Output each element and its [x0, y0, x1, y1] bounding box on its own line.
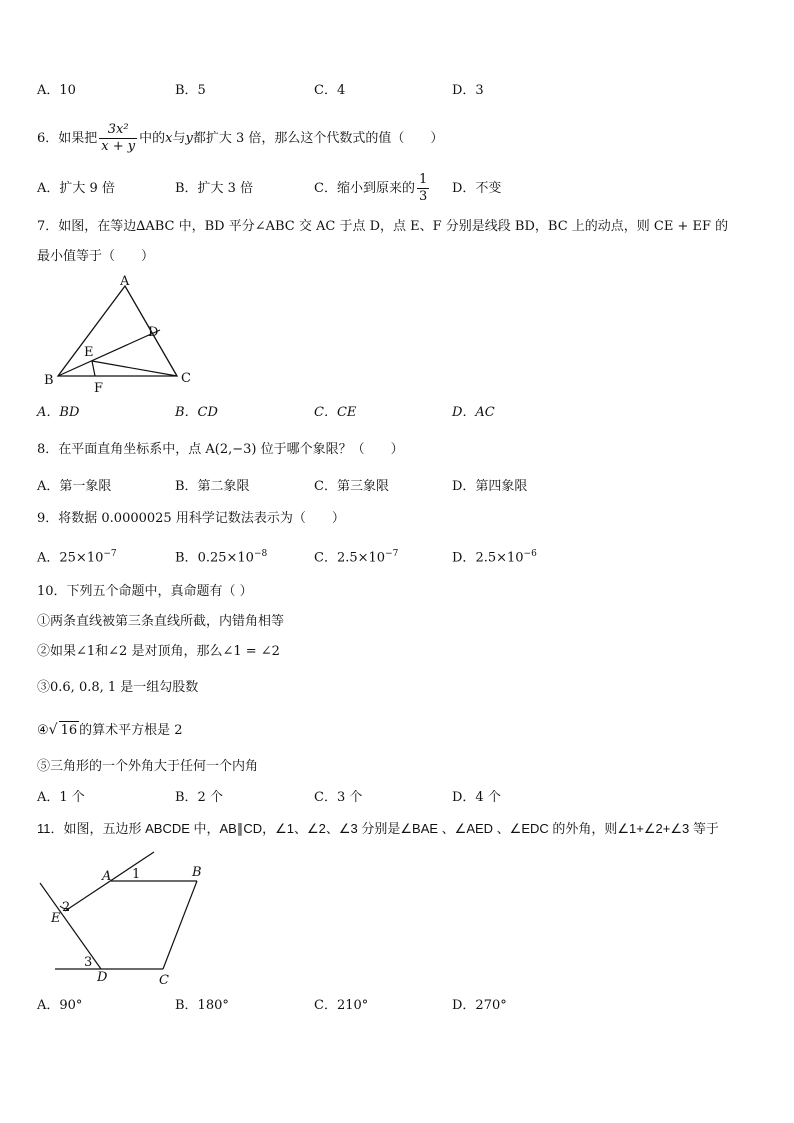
- q11-options: [37, 997, 637, 1015]
- q7-label-c: C: [181, 371, 191, 386]
- q9-stem: 9．将数据 0.0000025 用科学记数法表示为（ ）: [37, 511, 345, 526]
- q7-label-e: E: [84, 345, 94, 360]
- q8-options: [37, 478, 637, 496]
- q7-stem-line1: 7．如图，在等边∆ABC 中，BD 平分∠ABC 交 AC 于点 D，点 E、F 分别是线段 BD，BC 上的动点，则 CE + EF 的: [37, 219, 729, 234]
- q6-option-c-fraction: [417, 172, 429, 205]
- q11-stem: 11．如图，五边形 ABCDE 中，AB∥CD，∠1、∠2、∠3 分别是∠BAE 、∠AED 、∠EDC 的外角，则∠1+∠2+∠3 等于: [37, 821, 719, 836]
- q6-frac-num: 3x²: [99, 122, 137, 139]
- q6-option-b[interactable]: B．扩大 3 倍: [175, 181, 254, 196]
- q11-label-a: A: [102, 869, 112, 884]
- q10-option-d[interactable]: D．4 个: [452, 790, 501, 805]
- q5-option-b[interactable]: B．5: [175, 83, 206, 98]
- q9-option-d-base: 2.5×10: [475, 550, 524, 566]
- q11-label-e: E: [51, 911, 61, 926]
- q9-option-b-exp: −8: [253, 549, 268, 559]
- sqrt-icon: √: [48, 722, 58, 738]
- q10-option-c[interactable]: C．3 个: [314, 790, 363, 805]
- q11-option-b[interactable]: B．180°: [175, 998, 229, 1013]
- q11-label-angle-1: 1: [132, 867, 141, 882]
- q6-stem: [37, 120, 443, 158]
- q9-option-a-base: 25×10: [59, 550, 104, 566]
- q10-s4-suffix: 的算术平方根是 2: [79, 723, 183, 738]
- q7-option-c[interactable]: C．CE: [314, 405, 357, 420]
- q6-var-x: x: [165, 131, 173, 146]
- q10-s4-prefix: ④: [37, 723, 49, 738]
- q8-option-a[interactable]: A．第一象限: [37, 479, 112, 494]
- q7-stem-line2: 最小值等于（ ）: [37, 249, 155, 264]
- q7-option-a[interactable]: A．BD: [37, 405, 80, 420]
- q11-label-b: B: [192, 865, 202, 880]
- q11-label-c: C: [159, 973, 169, 988]
- q11-option-c[interactable]: C．210°: [314, 998, 369, 1013]
- q10-s4-radicand: 16: [60, 723, 78, 738]
- q11-segment-bc: [163, 881, 197, 969]
- q11-option-a[interactable]: A．90°: [37, 998, 83, 1013]
- q11-label-angle-3: 3: [84, 955, 93, 970]
- q5-option-a[interactable]: A．10: [37, 83, 76, 98]
- q9-options: [37, 545, 637, 566]
- q9-option-d-label: D．: [452, 550, 476, 566]
- q6-frac-den: x + y: [101, 139, 136, 154]
- q5-options: [37, 82, 637, 100]
- q6-c-frac-num: 1: [418, 172, 428, 187]
- q6-option-c-text: C．缩小到原来的: [314, 181, 415, 196]
- q8-option-d[interactable]: D．第四象限: [452, 479, 528, 494]
- q10-statement-1: ①两条直线被第三条直线所截，内错角相等: [37, 614, 285, 629]
- q10-statement-2: ②如果∠1和∠2 是对顶角，那么∠1 = ∠2: [37, 644, 280, 659]
- q10-statement-4: [37, 721, 183, 740]
- q6-option-d[interactable]: D．不变: [452, 181, 502, 196]
- q7-segment-ef: [92, 361, 95, 376]
- q9-option-a-label: A．: [37, 550, 60, 566]
- q11-label-d: D: [97, 970, 108, 985]
- q9-option-b-label: B．: [175, 550, 198, 566]
- q10-statement-5: ⑤三角形的一个外角大于任何一个内角: [37, 759, 259, 774]
- q10-stem: 10．下列五个命题中，真命题有（ ）: [37, 584, 253, 599]
- q9-option-c-exp: −7: [385, 549, 399, 559]
- q6-suffix: 都扩大 3 倍，那么这个代数式的值（ ）: [192, 131, 444, 146]
- q6-mid: 中的: [139, 131, 166, 146]
- q9-option-c-label: C．: [314, 550, 337, 566]
- q9-option-b-base: 0.25×10: [197, 550, 254, 566]
- q7-options: [37, 404, 637, 422]
- q10-option-b[interactable]: B．2 个: [175, 790, 223, 805]
- q7-label-f: F: [94, 381, 104, 394]
- q10-options: [37, 789, 637, 807]
- q7-segment-bd: [58, 330, 160, 376]
- q7-segment-ce: [92, 361, 177, 376]
- q7-option-d[interactable]: D．AC: [452, 405, 495, 420]
- q6-prefix: 6．如果把: [37, 131, 98, 146]
- q8-stem: 8．在平面直角坐标系中，点 A(2,−3) 位于哪个象限？（ ）: [37, 442, 404, 457]
- q8-option-b[interactable]: B．第二象限: [175, 479, 250, 494]
- q11-label-angle-2: 2: [62, 900, 71, 915]
- q11-pentagon-figure: [34, 848, 234, 988]
- q9-option-b[interactable]: [175, 545, 267, 567]
- q6-c-frac-den: 3: [418, 189, 428, 204]
- q6-fraction: [99, 122, 137, 155]
- q7-label-b: B: [44, 373, 54, 388]
- q10-statement-3: ③0.6, 0.8, 1 是一组勾股数: [37, 680, 199, 695]
- q9-option-d[interactable]: [452, 545, 537, 567]
- q8-option-c[interactable]: C．第三象限: [314, 479, 389, 494]
- q6-option-a[interactable]: A．扩大 9 倍: [37, 181, 115, 196]
- q9-option-c[interactable]: [314, 545, 398, 567]
- q9-option-d-exp: −6: [523, 549, 537, 559]
- q9-option-c-base: 2.5×10: [336, 550, 386, 566]
- q5-option-c[interactable]: C．4: [314, 83, 346, 98]
- q10-option-a[interactable]: A．1 个: [37, 790, 85, 805]
- q5-option-d[interactable]: D．3: [452, 83, 484, 98]
- q7-label-a: A: [120, 274, 130, 289]
- q7-option-b[interactable]: B．CD: [175, 405, 218, 420]
- q9-option-a-exp: −7: [103, 549, 117, 559]
- q6-var-y: y: [185, 131, 193, 146]
- q11-option-d[interactable]: D．270°: [452, 998, 507, 1013]
- q9-option-a[interactable]: [37, 545, 117, 567]
- q6-with: 与: [172, 131, 186, 146]
- q7-label-d: D: [148, 325, 159, 340]
- q6-option-c[interactable]: [314, 170, 431, 208]
- q7-triangle-figure: [40, 272, 200, 394]
- q6-options: [37, 172, 637, 204]
